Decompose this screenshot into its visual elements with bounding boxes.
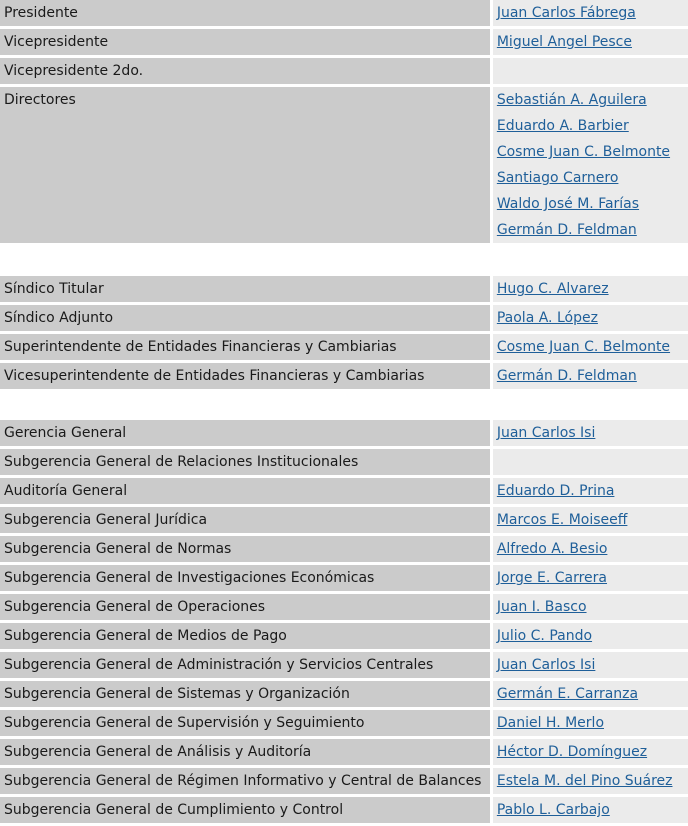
role-label: Vicesuperintendente de Entidades Financieras y Cambiarias <box>0 363 490 389</box>
name-cell <box>490 58 688 84</box>
person-link[interactable]: Marcos E. Moiseeff <box>496 512 628 528</box>
person-link[interactable]: Paola A. López <box>496 310 598 326</box>
name-cell <box>490 623 688 649</box>
table-row <box>0 565 688 591</box>
role-label: Subgerencia General de Administración y Servicios Centrales <box>0 652 490 678</box>
name-cell <box>490 768 688 794</box>
table-row <box>0 0 688 26</box>
table-row <box>0 681 688 707</box>
person-link[interactable]: Waldo José M. Farías <box>496 196 640 212</box>
role-label: Vicepresidente 2do. <box>0 58 490 84</box>
role-label: Subgerencia General de Análisis y Auditoría <box>0 739 490 765</box>
role-label: Síndico Adjunto <box>0 305 490 331</box>
role-label: Subgerencia General de Medios de Pago <box>0 623 490 649</box>
role-label: Superintendente de Entidades Financieras y Cambiarias <box>0 334 490 360</box>
role-label: Subgerencia General Jurídica <box>0 507 490 533</box>
name-cell <box>490 334 688 360</box>
table-row <box>0 420 688 446</box>
person-link[interactable]: Jorge E. Carrera <box>496 570 608 586</box>
person-link[interactable]: Juan Carlos Isi <box>496 425 596 441</box>
person-link[interactable]: Juan Carlos Fábrega <box>496 5 636 21</box>
person-link[interactable]: Julio C. Pando <box>496 628 593 644</box>
table-row <box>0 478 688 504</box>
name-cell <box>490 797 688 823</box>
role-label: Subgerencia General de Normas <box>0 536 490 562</box>
table-row <box>0 623 688 649</box>
person-link[interactable]: Germán E. Carranza <box>496 686 639 702</box>
role-label: Subgerencia General de Régimen Informativo y Central de Balances <box>0 768 490 794</box>
person-link[interactable]: Juan Carlos Isi <box>496 657 596 673</box>
name-cell <box>490 29 688 55</box>
role-label: Síndico Titular <box>0 276 490 302</box>
role-label: Subgerencia General de Sistemas y Organización <box>0 681 490 707</box>
name-cell <box>490 565 688 591</box>
name-cell <box>490 507 688 533</box>
person-link[interactable]: Pablo L. Carbajo <box>496 802 610 818</box>
person-link[interactable]: Santiago Carnero <box>496 170 619 186</box>
role-label: Subgerencia General de Operaciones <box>0 594 490 620</box>
name-cell <box>490 363 688 389</box>
person-link[interactable]: Estela M. del Pino Suárez <box>496 773 673 789</box>
name-cell <box>490 87 688 243</box>
name-cell <box>490 652 688 678</box>
board-table <box>0 0 688 246</box>
person-link[interactable]: Daniel H. Merlo <box>496 715 605 731</box>
person-link[interactable]: Alfredo A. Besio <box>496 541 608 557</box>
role-label: Directores <box>0 87 490 243</box>
role-label: Subgerencia General de Investigaciones Económicas <box>0 565 490 591</box>
table-row <box>0 363 688 389</box>
role-label: Auditoría General <box>0 478 490 504</box>
role-label: Vicepresidente <box>0 29 490 55</box>
person-link[interactable]: Miguel Angel Pesce <box>496 34 632 50</box>
person-link[interactable]: Sebastián A. Aguilera <box>496 92 647 108</box>
role-label: Subgerencia General de Supervisión y Seguimiento <box>0 710 490 736</box>
role-label: Gerencia General <box>0 420 490 446</box>
name-cell <box>490 449 688 475</box>
table-row <box>0 507 688 533</box>
name-cell <box>490 536 688 562</box>
name-cell <box>490 594 688 620</box>
person-link[interactable]: Eduardo A. Barbier <box>496 118 629 134</box>
person-link[interactable]: Cosme Juan C. Belmonte <box>496 144 671 160</box>
table-row <box>0 536 688 562</box>
name-cell <box>490 305 688 331</box>
table-row <box>0 652 688 678</box>
table-row <box>0 710 688 736</box>
role-label: Presidente <box>0 0 490 26</box>
management-table <box>0 417 688 826</box>
role-label: Subgerencia General de Cumplimiento y Control <box>0 797 490 823</box>
person-link[interactable]: Héctor D. Domínguez <box>496 744 648 760</box>
person-link[interactable]: Eduardo D. Prina <box>496 483 615 499</box>
table-row <box>0 276 688 302</box>
table-row <box>0 305 688 331</box>
name-cell <box>490 420 688 446</box>
name-cell <box>490 681 688 707</box>
table-row <box>0 768 688 794</box>
table-row <box>0 449 688 475</box>
person-link[interactable]: Germán D. Feldman <box>496 222 637 238</box>
table-row <box>0 29 688 55</box>
table-row <box>0 58 688 84</box>
name-cell <box>490 0 688 26</box>
name-cell <box>490 276 688 302</box>
person-link[interactable]: Juan I. Basco <box>496 599 587 615</box>
person-link[interactable]: Hugo C. Alvarez <box>496 281 609 297</box>
person-link[interactable]: Germán D. Feldman <box>496 368 637 384</box>
table-row <box>0 797 688 823</box>
role-label: Subgerencia General de Relaciones Institucionales <box>0 449 490 475</box>
name-cell <box>490 710 688 736</box>
oversight-table <box>0 273 688 392</box>
table-row <box>0 87 688 243</box>
name-cell <box>490 478 688 504</box>
name-cell <box>490 739 688 765</box>
person-link[interactable]: Cosme Juan C. Belmonte <box>496 339 671 355</box>
table-row <box>0 334 688 360</box>
table-row <box>0 594 688 620</box>
table-row <box>0 739 688 765</box>
